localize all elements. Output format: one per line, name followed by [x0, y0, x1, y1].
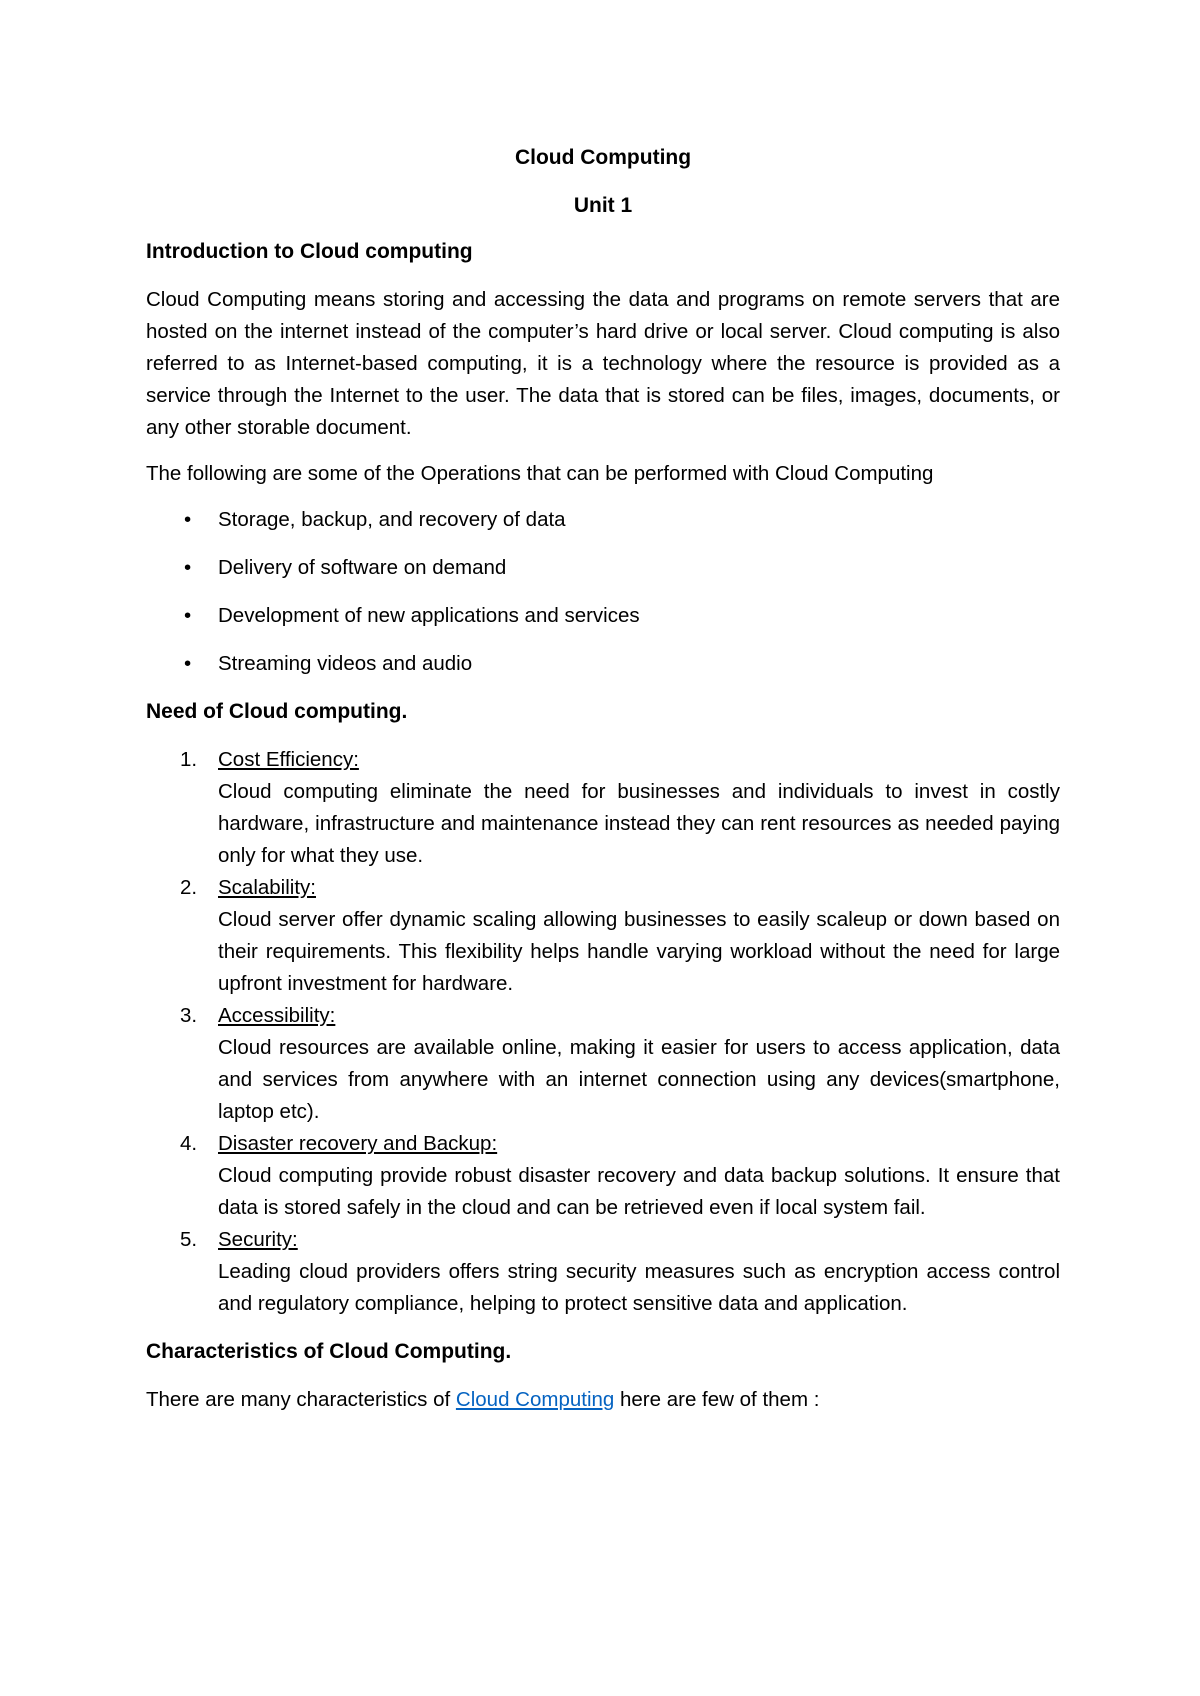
- item-title: Scalability:: [218, 876, 316, 899]
- list-item-text: Streaming videos and audio: [218, 652, 473, 675]
- document-body: [146, 142, 1060, 1430]
- list-item: [146, 504, 1060, 536]
- item-title: Disaster recovery and Backup:: [218, 1132, 498, 1155]
- document-title: Cloud Computing: [514, 146, 692, 169]
- characteristics-intro-before: There are many characteristics of: [146, 1388, 456, 1411]
- list-item-text: Delivery of software on demand: [218, 556, 507, 579]
- item-description: Cloud computing provide robust disaster recovery and data backup solutions. It ensure that data is stored safely in the cloud and can be retrieved even if local system fail.: [218, 1164, 1060, 1219]
- item-description: Cloud computing eliminate the need for businesses and individuals to invest in costly hardware, infrastructure and maintenance instead they can rent resources as needed paying only for what they use.: [218, 780, 1060, 867]
- list-item: [146, 648, 1060, 680]
- item-number: 2.: [180, 876, 198, 899]
- unit-label: Unit 1: [573, 194, 633, 217]
- needs-list: [146, 744, 1060, 1320]
- item-description: Leading cloud providers offers string security measures such as encryption access control and regulatory compliance, helping to protect sensitive data and application.: [218, 1260, 1060, 1315]
- need-heading: Need of Cloud computing.: [146, 700, 408, 723]
- list-item: [146, 552, 1060, 584]
- item-title: Accessibility:: [218, 1004, 336, 1027]
- item-number: 3.: [180, 1004, 198, 1027]
- item-number: 4.: [180, 1132, 198, 1155]
- bullet-icon: •: [184, 604, 192, 627]
- need-item-disaster-recovery: [146, 1128, 1060, 1224]
- operations-intro: The following are some of the Operations that can be performed with Cloud Computing: [146, 462, 934, 485]
- item-description: Cloud resources are available online, making it easier for users to access application, data and services from anywhere with an internet connection using any devices(smartphone, laptop etc).: [218, 1036, 1060, 1123]
- bullet-icon: •: [184, 508, 192, 531]
- intro-paragraph: Cloud Computing means storing and accessing the data and programs on remote servers that are hosted on the internet instead of the computer’s hard drive or local server. Cloud computing is also referred to as Internet-based computing, it is a technology where the resource is provided as a service through the Internet to the user. The data that is stored can be files, images, documents, or any other storable document.: [146, 288, 1060, 439]
- bullet-icon: •: [184, 556, 192, 579]
- intro-heading: Introduction to Cloud computing: [146, 240, 473, 263]
- need-item-security: [146, 1224, 1060, 1320]
- list-item-text: Development of new applications and services: [218, 604, 640, 627]
- bullet-icon: •: [184, 652, 192, 675]
- list-item: [146, 600, 1060, 632]
- characteristics-intro: [146, 1384, 1060, 1416]
- need-item-scalability: [146, 872, 1060, 1000]
- need-item-cost-efficiency: [146, 744, 1060, 872]
- item-number: 5.: [180, 1228, 198, 1251]
- characteristics-heading: Characteristics of Cloud Computing.: [146, 1340, 512, 1363]
- item-title: Security:: [218, 1228, 298, 1251]
- need-item-accessibility: [146, 1000, 1060, 1128]
- cloud-computing-link[interactable]: Cloud Computing: [455, 1388, 615, 1411]
- operations-list: [146, 504, 1060, 680]
- list-item-text: Storage, backup, and recovery of data: [218, 508, 566, 531]
- item-description: Cloud server offer dynamic scaling allowing businesses to easily scaleup or down based on their requirements. This flexibility helps handle varying workload without the need for large upfront investment for hardware.: [218, 908, 1060, 995]
- characteristics-intro-after: here are few of them :: [614, 1388, 820, 1411]
- item-title: Cost Efficiency:: [218, 748, 359, 771]
- item-number: 1.: [180, 748, 198, 771]
